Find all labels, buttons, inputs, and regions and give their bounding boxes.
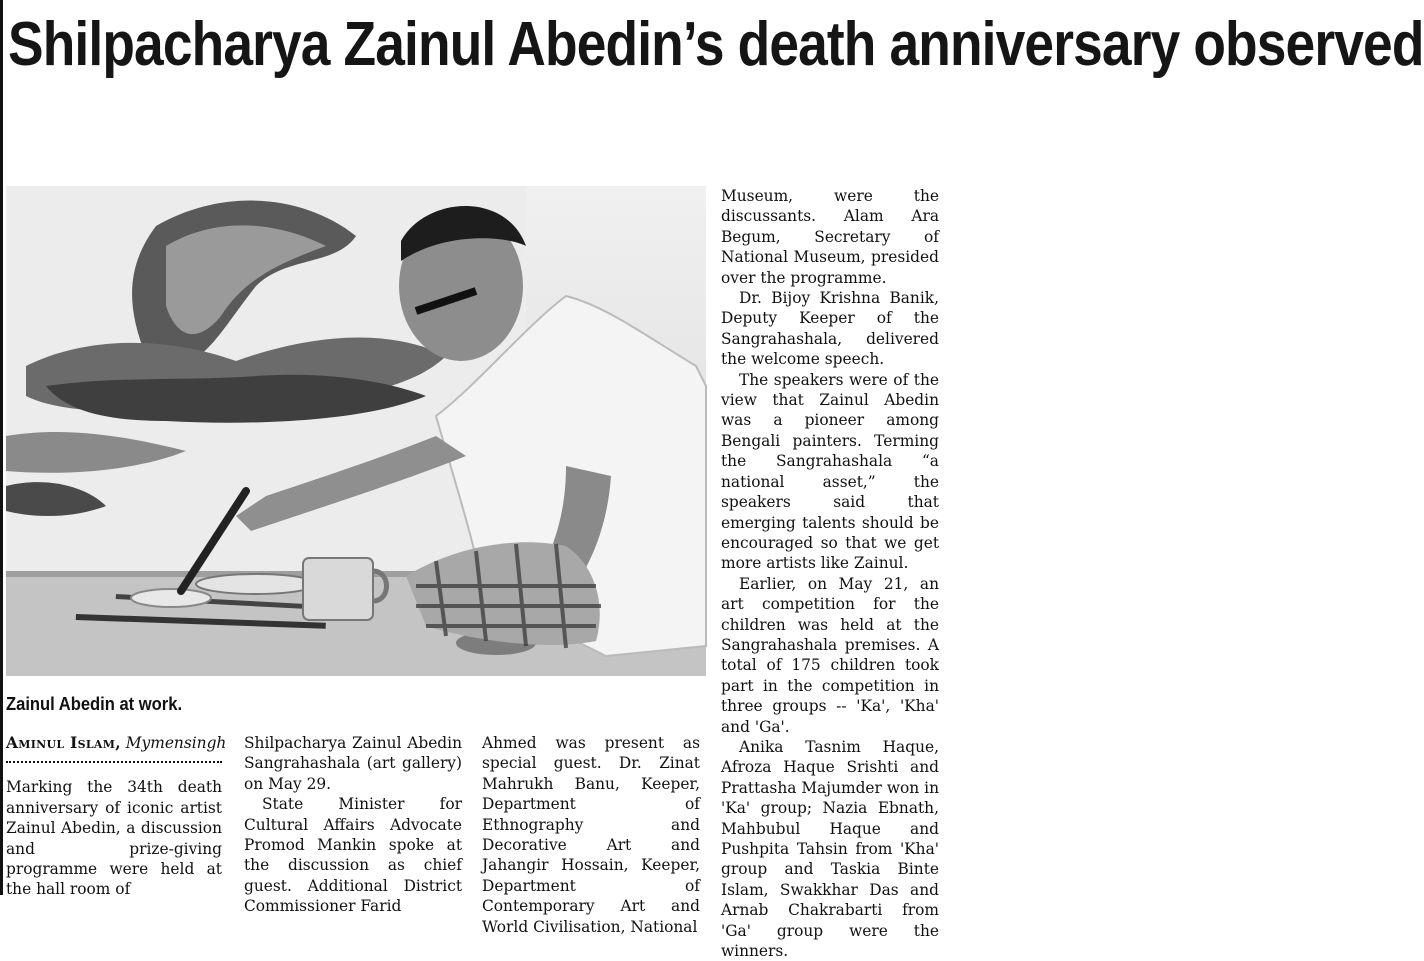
headline-text: Shilpacharya Zainul Abedin’s death anniversary observed [8,10,1424,79]
text-column-3 [482,733,700,937]
paragraph: Dr. Bijoy Krishna Banik, Deputy Keeper of the Sangrahashala, delivered the welcome speech. [721,289,939,369]
byline-location: Mymensingh [125,734,227,752]
text-column-4 [721,186,939,961]
text-column-1 [6,733,227,900]
paragraph: Museum, were the discussants. Alam Ara Begum, Secretary of National Museum, presided over the programme. [721,187,939,287]
photo-caption: Zainul Abedin at work. [6,694,183,714]
photo-illustration [6,186,706,676]
paragraph: Shilpacharya Zainul Abedin Sangrahashala (art gallery) on May 29. [244,734,462,793]
headline [8,8,1424,82]
paragraph: State Minister for Cultural Affairs Advocate Promod Mankin spoke at the discussion as chief guest. Additional District Commissioner Farid [244,795,462,916]
byline [6,733,227,753]
paragraph: The speakers were of the view that Zainul Abedin was a pioneer among Bengali painters. Terming the Sangrahashala “a national asset,” the speakers said that emerging talents should be encouraged so that we get more artists like Zainul. [721,370,939,573]
paragraph: Earlier, on May 21, an art competition for the children was held at the Sangrahashala premises. A total of 175 children took part in the competition in three groups -- 'Ka', 'Kha' and 'Ga'. [721,574,939,736]
article-photo [6,186,706,676]
paragraph: Anika Tasnim Haque, Afroza Haque Srishti and Prattasha Majumder won in 'Ka' group; Nazia Ebnath, Mahbubul Haque and Pushpita Tahsin from 'Kha' group and Taskia Binte Islam, Swakkhar Das and Arnab Chakrabarti from 'Ga' group were the winners. [721,737,939,961]
paragraph: Ahmed was present as special guest. Dr. Zinat Mahrukh Banu, Keeper, Department of Ethnography and Decorative Art and Jahangir Hossain, Keeper, Department of Contemporary Art and World Civilisation, National [482,734,700,936]
byline-author: Aminul Islam, [6,734,121,752]
paragraph: Marking the 34th death anniversary of iconic artist Zainul Abedin, a discussion and prize-giving programme were held at the hall room of [6,778,222,899]
page-edge-rule [0,0,3,895]
byline-divider [6,761,222,763]
text-column-2 [244,733,462,917]
